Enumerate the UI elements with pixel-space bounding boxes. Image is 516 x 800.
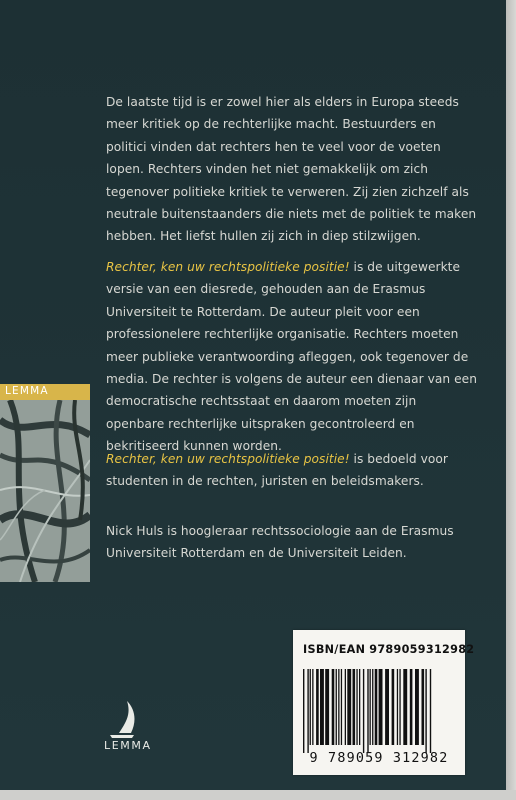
intro-text: De laatste tijd is er zowel hier als elders in Europa steeds meer kritiek op de rechterlijke macht. Bestuurders en politici vinden dat rechters hen te veel voor de voeten lopen. Rechters vinden het niet gemakkelijk om zich tegenover politieke kritiek te verweren. Zij zien zichzelf als neutrale buitenstaanders die niets met de politiek te maken hebben. Het liefst hullen zij zich in diep stilzwijgen. <box>106 95 477 244</box>
barcode-bar <box>336 669 337 745</box>
barcode-bar <box>332 669 335 745</box>
barcode-bar <box>312 669 313 745</box>
isbn-label: ISBN/EAN <box>303 643 366 656</box>
barcode-guard-bar <box>430 669 431 753</box>
isbn-line <box>303 643 474 656</box>
barcode-bar <box>353 669 356 745</box>
author-bio-paragraph <box>106 520 478 565</box>
book-description-text: is de uitgewerkte versie van een diesrede, gehouden aan de Erasmus Universiteit te Rotterdam. De auteur pleit voor een professionelere rechterlijke organisatie. Rechters moeten meer publieke verantwoording afleggen, ook tegenover de media. De rechter is volgens de auteur een dienaar van een democratische rechtsstaat en daarom moeten zijn openbare rechterlijke uitspraken gecontroleerd en bekritiseerd kunnen worden. <box>106 260 477 454</box>
book-title-repeat: Rechter, ken uw rechtspolitieke positie! <box>106 452 350 466</box>
page-edge <box>506 0 516 800</box>
barcode-bar <box>379 669 383 745</box>
intro-paragraph <box>106 91 478 248</box>
barcode-bar <box>320 669 324 745</box>
barcode-bar <box>403 669 407 745</box>
barcode-bar <box>356 669 357 745</box>
barcode-guard-bar <box>307 669 308 753</box>
barcode-bar <box>359 669 360 745</box>
barcode-bar <box>347 669 351 745</box>
barcode-bar <box>397 669 398 745</box>
barcode-guard-bar <box>303 669 304 753</box>
page-edge-bottom <box>0 790 516 800</box>
audience-text: is bedoeld voor studenten in de rechten, juristen en beleidsmakers. <box>106 452 448 489</box>
isbn-value: 9789059312982 <box>369 643 475 656</box>
barcode-bar <box>422 669 425 745</box>
abstract-texture-image <box>0 400 90 582</box>
barcode-digits: 9 789059 312982 <box>309 751 449 766</box>
barcode-bar <box>399 669 400 745</box>
barcode-bar <box>345 669 346 745</box>
publisher-logo-label: LEMMA <box>104 739 152 752</box>
barcode-bar <box>316 669 319 745</box>
barcode-bar <box>341 669 342 745</box>
barcode-bar <box>325 669 329 745</box>
barcode-bar <box>310 669 311 745</box>
barcode-bar <box>338 669 339 745</box>
barcode-bar <box>375 669 378 745</box>
series-band-label: LEMMA <box>5 385 49 397</box>
barcode-guard-bar <box>367 669 368 753</box>
barcode-sticker <box>293 630 475 775</box>
barcode-bar <box>410 669 413 745</box>
audience-paragraph <box>106 448 478 493</box>
series-band <box>0 384 90 400</box>
book-title: Rechter, ken uw rechtspolitieke positie! <box>106 260 350 274</box>
barcode-image <box>301 669 457 753</box>
barcode-guard-bar <box>363 669 364 753</box>
cover-photo <box>0 400 90 582</box>
barcode-bar <box>415 669 419 745</box>
barcode-bar <box>372 669 373 745</box>
barcode-guard-bar <box>425 669 426 753</box>
book-description-paragraph <box>106 256 478 458</box>
author-bio-text: Nick Huls is hoogleraar rechtssociologie aan de Erasmus Universiteit Rotterdam en de Universiteit Leiden. <box>106 524 454 561</box>
barcode-bar <box>370 669 371 745</box>
barcode-bar <box>392 669 395 745</box>
barcode-bar <box>385 669 389 745</box>
